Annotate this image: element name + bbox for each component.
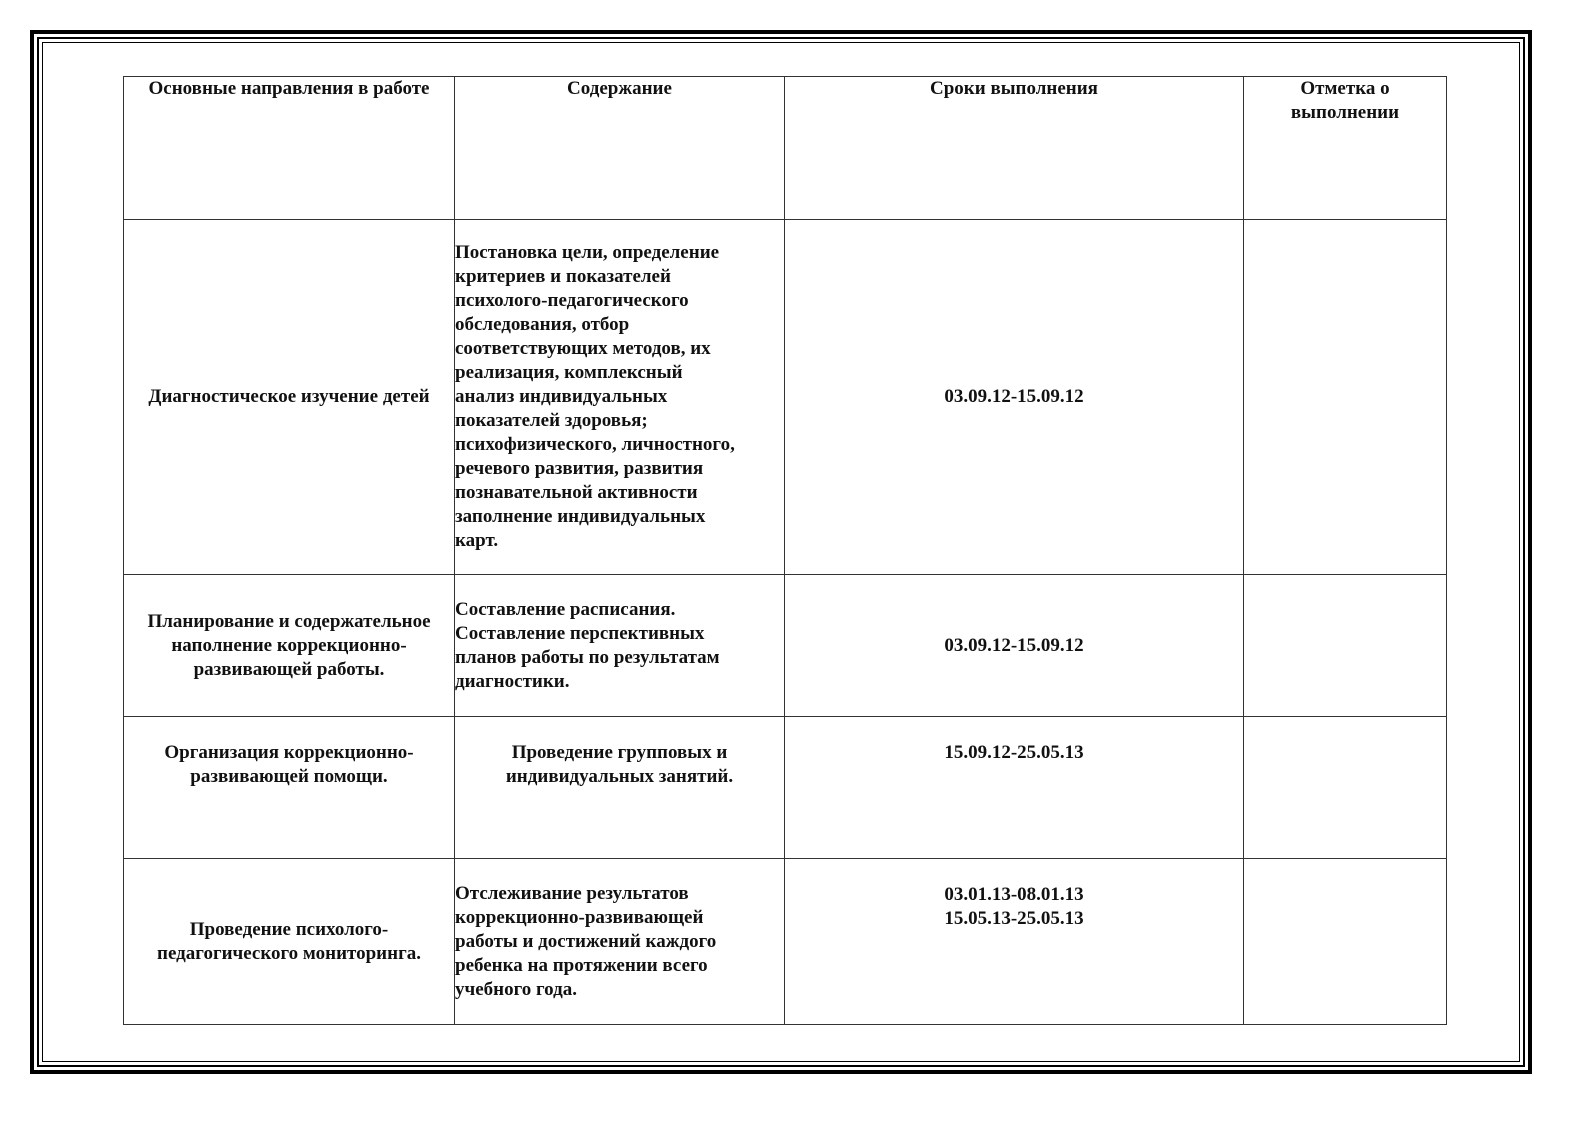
row-mark xyxy=(1244,220,1447,575)
row-mark xyxy=(1244,575,1447,717)
row-direction: Диагностическое изучение детей xyxy=(124,220,455,575)
row-content: Составление расписания. Составление перспективных планов работы по результатам диагностики. xyxy=(455,575,785,717)
term-period: 03.09.12-15.09.12 xyxy=(944,386,1084,407)
row-content: Отслеживание результатов коррекционно-развивающей работы и достижений каждого ребенка на протяжении всего учебного года. xyxy=(455,859,785,1025)
row-content: Проведение групповых и индивидуальных занятий. xyxy=(455,717,785,859)
row-terms xyxy=(785,220,1244,575)
row-terms xyxy=(785,575,1244,717)
table-header-row xyxy=(124,77,1447,220)
row-direction: Планирование и содержательное наполнение коррекционно-развивающей работы. xyxy=(124,575,455,717)
term-period: 15.09.12-25.05.13 xyxy=(944,742,1084,763)
row-terms xyxy=(785,717,1244,859)
work-plan-table xyxy=(123,76,1447,1025)
header-mark: Отметка о выполнении xyxy=(1244,77,1447,220)
term-period: 15.05.13-25.05.13 xyxy=(944,908,1084,929)
row-content: Постановка цели, определение критериев и показателей психолого-педагогического обследования, отбор соответствующих методов, их реализация, комплексный анализ индивидуальных показателей здоровья; психофизического, личностного, речевого развития, развития познавательной активности заполнение индивидуальных карт. xyxy=(455,220,785,575)
term-period: 03.09.12-15.09.12 xyxy=(944,634,1084,656)
term-period: 03.01.13-08.01.13 xyxy=(944,884,1084,905)
table-row xyxy=(124,220,1447,575)
row-mark xyxy=(1244,859,1447,1025)
row-direction: Организация коррекционно-развивающей помощи. xyxy=(124,717,455,859)
header-content: Содержание xyxy=(455,77,785,220)
row-terms xyxy=(785,859,1244,1025)
table-row xyxy=(124,717,1447,859)
table-row xyxy=(124,575,1447,717)
table-row xyxy=(124,859,1447,1025)
row-direction: Проведение психолого-педагогического мониторинга. xyxy=(124,859,455,1025)
header-direction: Основные направления в работе xyxy=(124,77,455,220)
header-terms: Сроки выполнения xyxy=(785,77,1244,220)
row-mark xyxy=(1244,717,1447,859)
